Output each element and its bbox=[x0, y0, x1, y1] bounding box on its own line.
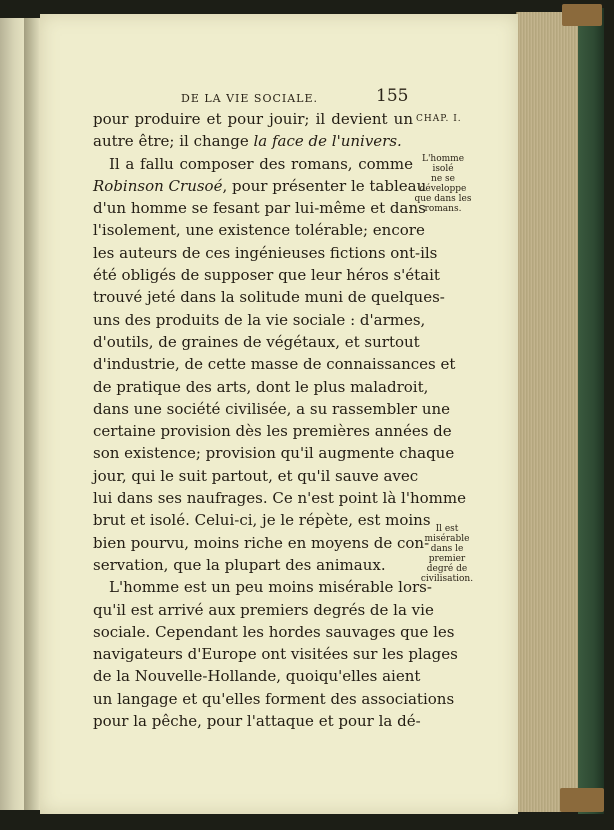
text-line: les auteurs de ces ingénieuses fictions ont-ils bbox=[93, 243, 438, 262]
left-page-edge bbox=[0, 18, 27, 810]
text-line: de pratique des arts, dont le plus maladroit, bbox=[93, 377, 429, 396]
text-line: pour produire et pour jouir; il devient un bbox=[93, 110, 413, 128]
margin-note: L'homme isolé ne se développe que dans les romans. bbox=[414, 154, 472, 214]
margin-note: Il est misérable dans le premier degré de civilisation. bbox=[420, 524, 474, 584]
text-line: un langage et qu'elles forment des associations bbox=[93, 689, 455, 708]
text-line: lui dans ses naufrages. Ce n'est point là l'homme bbox=[93, 489, 466, 508]
text-line: l'isolement, une existence tolérable; encore bbox=[93, 221, 425, 240]
text-line: Robinson Crusoé, pour présenter le tableau bbox=[93, 176, 427, 195]
text-line: d'industrie, de cette masse de connaissances et bbox=[93, 355, 456, 374]
text-line: navigateurs d'Europe ont visitées sur les plages bbox=[93, 645, 458, 664]
text-line: Il a fallu composer des romans, comme bbox=[109, 154, 413, 173]
text-line: servation, que la plupart des animaux. bbox=[93, 555, 386, 574]
italic-phrase: la face de l'univers. bbox=[253, 132, 402, 151]
text-line: L'homme est un peu moins misérable lors- bbox=[109, 578, 432, 597]
text-line: d'outils, de graines de végétaux, et surtout bbox=[93, 332, 420, 351]
text-line: son existence; provision qu'il augmente chaque bbox=[93, 444, 455, 463]
page-number: 155 bbox=[376, 86, 409, 106]
text-line: certaine provision dès les premières années de bbox=[93, 422, 452, 441]
text-line: bien pourvu, moins riche en moyens de con- bbox=[93, 533, 430, 552]
text-line: dans une société civilisée, a su rassembler une bbox=[93, 399, 451, 418]
text-line: qu'il est arrivé aux premiers degrés de la vie bbox=[93, 600, 434, 619]
leather-corner-bottom bbox=[560, 788, 604, 812]
text-line: trouvé jeté dans la solitude muni de quelques- bbox=[93, 288, 445, 307]
text-line: pour la pêche, pour l'attaque et pour la dé- bbox=[93, 712, 421, 731]
text-line: d'un homme se fesant par lui-même et dans bbox=[93, 199, 426, 218]
leather-corner-top bbox=[562, 4, 602, 26]
text-line: uns des produits de la vie sociale : d'armes, bbox=[93, 310, 426, 329]
text-line: jour, qui le suit partout, et qu'il sauve avec bbox=[93, 466, 419, 485]
book-cover-edge bbox=[578, 8, 604, 814]
text-line: brut et isolé. Celui-ci, je le répète, est moins bbox=[93, 511, 431, 530]
running-head: DE LA VIE SOCIALE. bbox=[181, 92, 318, 105]
page-fore-edge bbox=[516, 12, 583, 812]
text-line: été obligés de supposer que leur héros s'était bbox=[93, 266, 440, 285]
chapter-label: CHAP. I. bbox=[416, 114, 462, 124]
text-line: sociale. Cependant les hordes sauvages que les bbox=[93, 622, 455, 641]
text-line: autre être; il change la face de l'univers. bbox=[93, 132, 402, 151]
text-line: de la Nouvelle-Hollande, quoiqu'elles aient bbox=[93, 667, 421, 686]
